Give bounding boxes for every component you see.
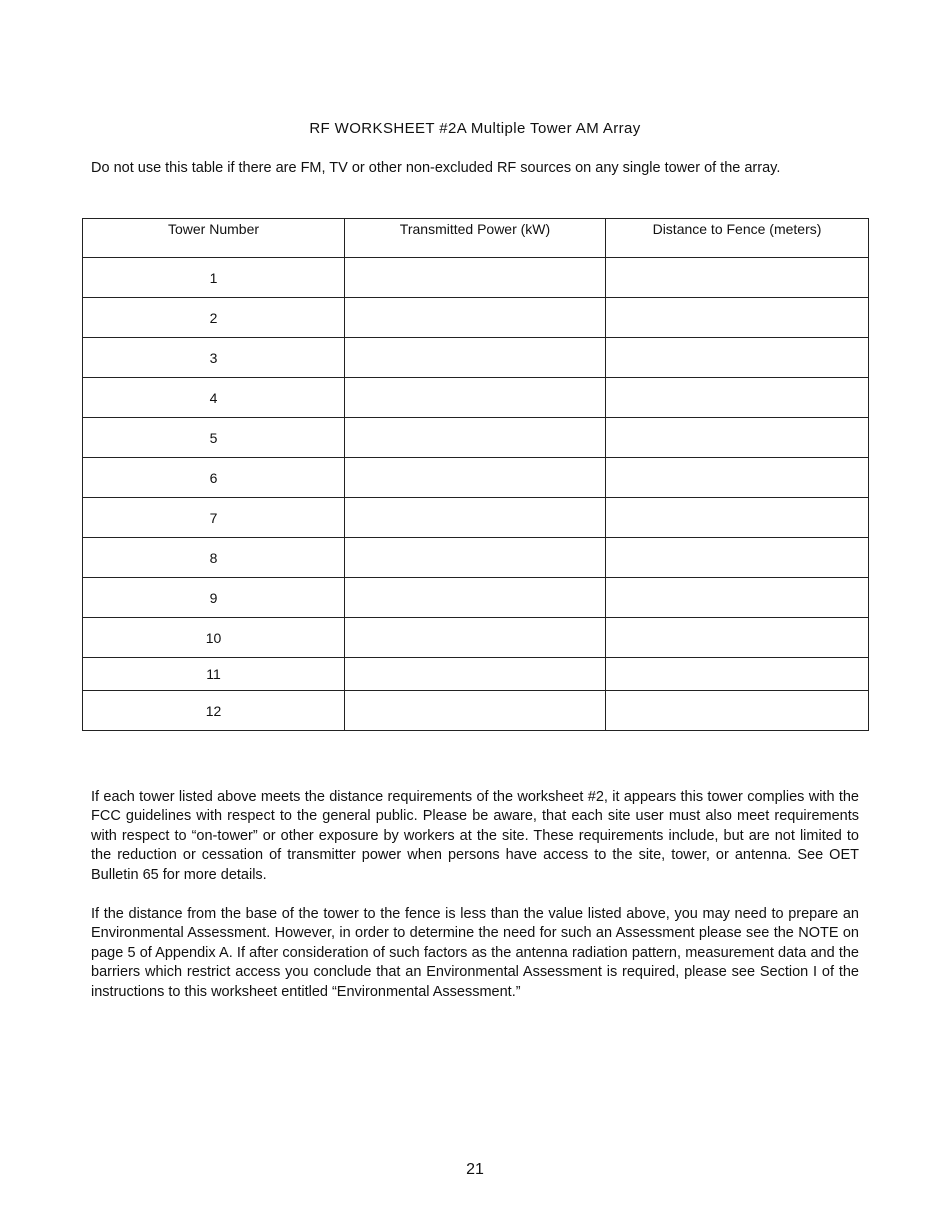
table-row — [83, 338, 869, 378]
compliance-paragraph: If each tower listed above meets the distance requirements of the worksheet #2, it appears this tower complies with the FCC guidelines with respect to the general public. Please be aware, that each site user must also meet requirements with respect to “on-tower” or other exposure by workers at the site. These requirements include, but are not limited to the reduction or cessation of transmitter power when persons have access to the site, tower, or antenna. See OET Bulletin 65 for more details. — [91, 788, 859, 883]
distance-cell[interactable] — [606, 338, 869, 378]
worksheet-table — [82, 218, 869, 731]
distance-cell[interactable] — [606, 458, 869, 498]
power-cell[interactable] — [345, 691, 606, 731]
distance-cell[interactable] — [606, 418, 869, 458]
table-row — [83, 298, 869, 338]
tower-number-cell: 12 — [83, 691, 345, 731]
tower-number-cell: 6 — [83, 458, 345, 498]
table-row — [83, 378, 869, 418]
power-cell[interactable] — [345, 338, 606, 378]
table-row — [83, 618, 869, 658]
power-cell[interactable] — [345, 538, 606, 578]
table-header-row — [83, 219, 869, 258]
tower-number-cell: 8 — [83, 538, 345, 578]
distance-cell[interactable] — [606, 618, 869, 658]
distance-cell[interactable] — [606, 378, 869, 418]
header-transmitted-power: Transmitted Power (kW) — [345, 219, 606, 258]
distance-cell[interactable] — [606, 578, 869, 618]
tower-number-cell: 9 — [83, 578, 345, 618]
distance-cell[interactable] — [606, 258, 869, 298]
distance-cell[interactable] — [606, 538, 869, 578]
page-number: 21 — [466, 1161, 484, 1178]
tower-number-cell: 11 — [83, 658, 345, 691]
environmental-assessment-paragraph: If the distance from the base of the tower to the fence is less than the value listed above, you may need to prepare an Environmental Assessment. However, in order to determine the need for such an Assessment please see the NOTE on page 5 of Appendix A. If after consideration of such factors as the antenna radiation pattern, measurement data and the barriers which restrict access you conclude that an Environmental Assessment is required, please see Section I of the instructions to this worksheet entitled “Environmental Assessment.” — [91, 905, 859, 1000]
power-cell[interactable] — [345, 578, 606, 618]
table-row — [83, 498, 869, 538]
power-cell[interactable] — [345, 418, 606, 458]
tower-number-cell: 7 — [83, 498, 345, 538]
intro-text: Do not use this table if there are FM, TV or other non-excluded RF sources on any single tower of the array. — [91, 160, 781, 176]
header-tower-number: Tower Number — [83, 219, 345, 258]
power-cell[interactable] — [345, 258, 606, 298]
table-row — [83, 258, 869, 298]
distance-cell[interactable] — [606, 498, 869, 538]
power-cell[interactable] — [345, 378, 606, 418]
power-cell[interactable] — [345, 498, 606, 538]
tower-number-cell: 5 — [83, 418, 345, 458]
power-cell[interactable] — [345, 618, 606, 658]
distance-cell[interactable] — [606, 691, 869, 731]
distance-cell[interactable] — [606, 298, 869, 338]
power-cell[interactable] — [345, 458, 606, 498]
table-row — [83, 458, 869, 498]
power-cell[interactable] — [345, 298, 606, 338]
power-cell[interactable] — [345, 658, 606, 691]
tower-number-cell: 1 — [83, 258, 345, 298]
table-row — [83, 578, 869, 618]
distance-cell[interactable] — [606, 658, 869, 691]
tower-number-cell: 4 — [83, 378, 345, 418]
tower-number-cell: 3 — [83, 338, 345, 378]
table-row — [83, 538, 869, 578]
page-title: RF WORKSHEET #2A Multiple Tower AM Array — [309, 120, 641, 137]
table-row — [83, 691, 869, 731]
table-row — [83, 658, 869, 691]
tower-number-cell: 2 — [83, 298, 345, 338]
tower-number-cell: 10 — [83, 618, 345, 658]
table-row — [83, 418, 869, 458]
header-distance-to-fence: Distance to Fence (meters) — [606, 219, 869, 258]
